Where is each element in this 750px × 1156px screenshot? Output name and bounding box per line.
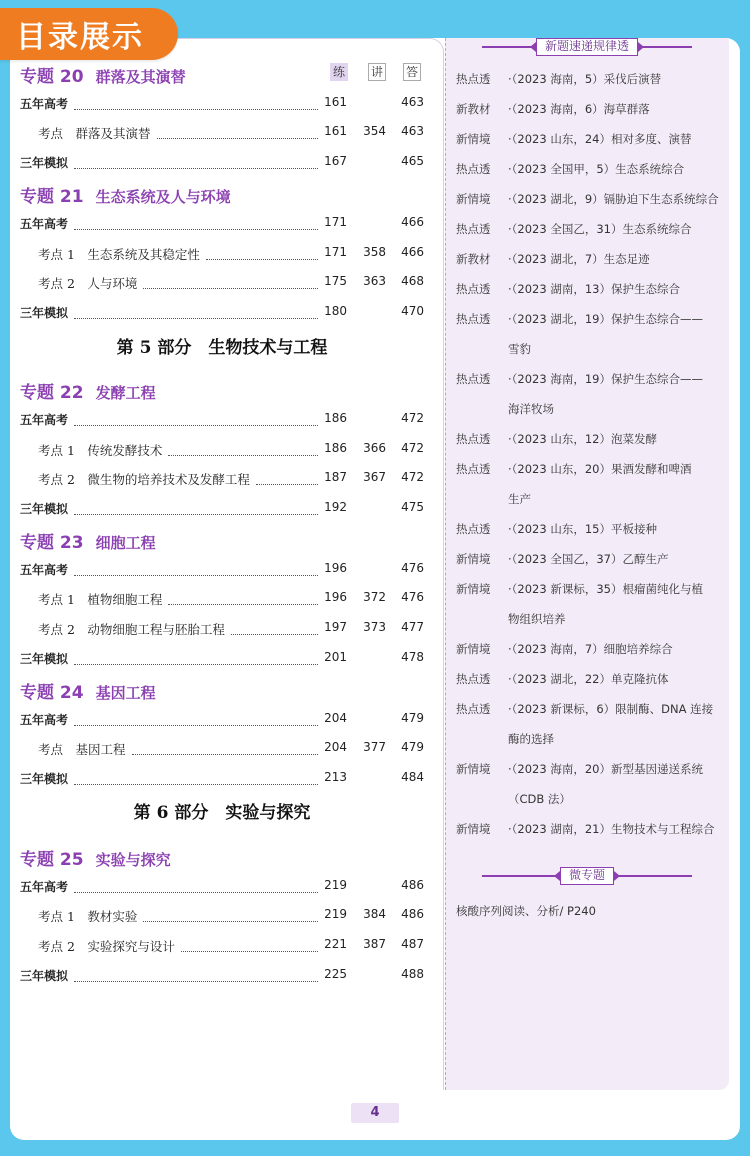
question-source: ·（2023 海南，5）采伐后演替 xyxy=(508,72,662,86)
question-source: ·（2023 海南，19）保护生态综合—— xyxy=(508,372,703,386)
topic-title: 发酵工程 xyxy=(95,384,156,402)
page-ref-p1: 197 xyxy=(324,620,347,634)
question-item[interactable] xyxy=(456,64,720,94)
toc-row-section[interactable] xyxy=(0,500,444,518)
question-source: ·（2023 海南，20）新型基因递送系统 xyxy=(508,762,703,776)
question-item[interactable] xyxy=(456,544,720,574)
question-source: ·（2023 海南，7）细胞培养综合 xyxy=(508,642,673,656)
toc-row-key-point[interactable] xyxy=(0,245,444,263)
leader-dots xyxy=(74,95,318,110)
leader-dots xyxy=(181,937,318,952)
page-ref-p2: 366 xyxy=(363,441,386,455)
question-kind: 新情境 xyxy=(456,642,491,656)
page-ref-p3: 470 xyxy=(401,304,424,318)
question-item[interactable] xyxy=(456,154,720,184)
question-item[interactable] xyxy=(456,634,720,664)
leader-dots xyxy=(74,154,318,169)
page-ref-p1: 167 xyxy=(324,154,347,168)
page-ref-p1: 196 xyxy=(324,590,347,604)
toc-row-label: 三年模拟 xyxy=(20,969,69,983)
leader-dots xyxy=(74,561,318,576)
page-ref-p3: 463 xyxy=(401,124,424,138)
page-ref-p2: 354 xyxy=(363,124,386,138)
question-kind: 新教材 xyxy=(456,252,491,266)
page-ref-p1: 204 xyxy=(324,711,347,725)
question-source: ·（2023 湖北，7）生态足迹 xyxy=(508,252,650,266)
leader-dots xyxy=(143,274,318,289)
question-source-cont: 物组织培养 xyxy=(508,612,566,626)
toc-row-label: 三年模拟 xyxy=(20,306,69,320)
question-source: ·（2023 新课标，6）限制酶、DNA 连接 xyxy=(508,702,714,716)
page-ref-p1: 219 xyxy=(324,907,347,921)
page-ref-p1: 221 xyxy=(324,937,347,951)
toc-row-section[interactable] xyxy=(0,411,444,429)
leader-dots xyxy=(74,304,318,319)
toc-row-section[interactable] xyxy=(0,770,444,788)
question-kind: 新情境 xyxy=(456,192,491,206)
question-item[interactable] xyxy=(456,364,720,424)
leader-dots xyxy=(168,590,318,605)
page-ref-p3: 468 xyxy=(401,274,424,288)
leader-dots xyxy=(74,650,318,665)
topic-heading[interactable] xyxy=(20,62,186,87)
section-tag: 微专题 xyxy=(560,867,614,885)
col-head-answer: 答 xyxy=(403,63,421,81)
catalog-banner: 目录展示 xyxy=(0,8,178,60)
leader-dots xyxy=(157,124,318,139)
page-number: 4 xyxy=(351,1103,399,1123)
leader-dots xyxy=(74,967,318,982)
toc-row-key-point[interactable] xyxy=(0,274,444,292)
topic-title: 实验与探究 xyxy=(95,851,171,869)
toc-row-label: 考点 1 植物细胞工程 xyxy=(38,592,163,607)
page-ref-p1: 161 xyxy=(324,95,347,109)
question-source: ·（2023 新课标，35）根瘤菌纯化与植 xyxy=(508,582,703,596)
question-item[interactable] xyxy=(456,814,720,844)
leader-dots xyxy=(231,620,318,635)
toc-row-section[interactable] xyxy=(0,711,444,729)
question-item[interactable] xyxy=(456,214,720,244)
question-source: ·（2023 全国乙，37）乙醇生产 xyxy=(508,552,669,566)
leader-dots xyxy=(168,441,318,456)
question-kind: 新情境 xyxy=(456,552,491,566)
new-questions-heading xyxy=(458,38,716,54)
topic-heading[interactable] xyxy=(20,378,156,403)
topic-number: 专题 25 xyxy=(20,850,84,870)
toc-row-key-point[interactable] xyxy=(0,740,444,758)
page-ref-p3: 479 xyxy=(401,711,424,725)
toc-row-label: 五年高考 xyxy=(20,713,69,727)
page-ref-p3: 484 xyxy=(401,770,424,784)
leader-dots xyxy=(256,470,318,485)
page-ref-p2: 372 xyxy=(363,590,386,604)
page-ref-p2: 384 xyxy=(363,907,386,921)
question-kind: 新情境 xyxy=(456,762,491,776)
topic-number: 专题 23 xyxy=(20,533,84,553)
toc-row-key-point[interactable] xyxy=(0,937,444,955)
page-ref-p2: 358 xyxy=(363,245,386,259)
leader-dots xyxy=(206,245,318,260)
page-ref-p3: 477 xyxy=(401,620,424,634)
topic-title: 细胞工程 xyxy=(95,534,156,552)
toc-row-key-point[interactable] xyxy=(0,590,444,608)
question-source-cont: 生产 xyxy=(508,492,531,506)
page-ref-p3: 472 xyxy=(401,411,424,425)
toc-row-section[interactable] xyxy=(0,304,444,322)
page-ref-p1: 161 xyxy=(324,124,347,138)
col-head-practice: 练 xyxy=(330,63,348,81)
toc-row-label: 考点 1 生态系统及其稳定性 xyxy=(38,247,200,262)
page-ref-p3: 472 xyxy=(401,441,424,455)
topic-heading[interactable] xyxy=(20,182,231,207)
question-source-cont: 雪豹 xyxy=(508,342,531,356)
toc-row-key-point[interactable] xyxy=(0,620,444,638)
toc-row-section[interactable] xyxy=(0,878,444,896)
toc-row-section[interactable] xyxy=(0,967,444,985)
question-kind: 新情境 xyxy=(456,132,491,146)
page-ref-p3: 486 xyxy=(401,878,424,892)
question-kind: 热点透 xyxy=(456,372,491,386)
leader-dots xyxy=(74,878,318,893)
page-ref-p1: 180 xyxy=(324,304,347,318)
question-source: ·（2023 全国甲，5）生态系统综合 xyxy=(508,162,685,176)
page-ref-p3: 465 xyxy=(401,154,424,168)
question-item[interactable] xyxy=(456,244,720,274)
toc-row-label: 考点 群落及其演替 xyxy=(38,126,151,141)
toc-row-section[interactable] xyxy=(0,561,444,579)
toc-row-section[interactable] xyxy=(0,215,444,233)
question-item[interactable] xyxy=(456,664,720,694)
question-item[interactable] xyxy=(456,754,720,814)
topic-number: 专题 20 xyxy=(20,67,84,87)
part-heading: 第 6 部分 实验与探究 xyxy=(133,803,311,823)
question-item[interactable] xyxy=(456,94,720,124)
question-item[interactable] xyxy=(456,304,720,364)
toc-row-key-point[interactable] xyxy=(0,470,444,488)
question-source-cont: 酶的选择 xyxy=(508,732,554,746)
question-kind: 热点透 xyxy=(456,312,491,326)
toc-row-section[interactable] xyxy=(0,154,444,172)
topic-number: 专题 21 xyxy=(20,187,84,207)
topic-number: 专题 22 xyxy=(20,383,84,403)
page-ref-p3: 475 xyxy=(401,500,424,514)
page-ref-p3: 466 xyxy=(401,245,424,259)
question-kind: 新情境 xyxy=(456,822,491,836)
topic-number: 专题 24 xyxy=(20,683,84,703)
page-ref-p2: 367 xyxy=(363,470,386,484)
toc-row-label: 考点 1 传统发酵技术 xyxy=(38,443,163,458)
page-ref-p2: 377 xyxy=(363,740,386,754)
question-kind: 热点透 xyxy=(456,72,491,86)
question-item[interactable] xyxy=(456,274,720,304)
question-source: ·（2023 湖北，22）单克隆抗体 xyxy=(508,672,669,686)
toc-row-label: 考点 1 教材实验 xyxy=(38,909,138,924)
toc-row-label: 考点 2 实验探究与设计 xyxy=(38,939,175,954)
page-ref-p1: 225 xyxy=(324,967,347,981)
question-item[interactable] xyxy=(456,454,720,514)
page-ref-p1: 175 xyxy=(324,274,347,288)
question-kind: 热点透 xyxy=(456,162,491,176)
question-source: ·（2023 山东，15）平板接种 xyxy=(508,522,657,536)
toc-row-label: 五年高考 xyxy=(20,217,69,231)
page-ref-p1: 192 xyxy=(324,500,347,514)
page-ref-p1: 213 xyxy=(324,770,347,784)
question-kind: 新教材 xyxy=(456,102,491,116)
question-source: ·（2023 湖南，21）生物技术与工程综合 xyxy=(508,822,715,836)
question-source: ·（2023 山东，24）相对多度、演替 xyxy=(508,132,692,146)
toc-row-label: 考点 2 微生物的培养技术及发酵工程 xyxy=(38,472,250,487)
question-kind: 热点透 xyxy=(456,222,491,236)
leader-dots xyxy=(143,907,318,922)
question-source: ·（2023 湖北，9）镉胁迫下生态系统综合 xyxy=(508,192,719,206)
question-source: ·（2023 山东，20）果酒发酵和啤酒 xyxy=(508,462,692,476)
page-ref-p2: 373 xyxy=(363,620,386,634)
toc-row-label: 三年模拟 xyxy=(20,772,69,786)
question-source: ·（2023 湖北，19）保护生态综合—— xyxy=(508,312,703,326)
question-item[interactable] xyxy=(456,694,720,754)
question-source: ·（2023 海南，6）海草群落 xyxy=(508,102,650,116)
part-heading: 第 5 部分 生物技术与工程 xyxy=(116,338,328,358)
page-ref-p1: 201 xyxy=(324,650,347,664)
page-ref-p1: 219 xyxy=(324,878,347,892)
toc-row-label: 考点 2 动物细胞工程与胚胎工程 xyxy=(38,622,225,637)
page-ref-p1: 196 xyxy=(324,561,347,575)
toc-row-key-point[interactable] xyxy=(0,907,444,925)
leader-dots xyxy=(74,411,318,426)
question-kind: 热点透 xyxy=(456,282,491,296)
page-ref-p3: 472 xyxy=(401,470,424,484)
page-ref-p1: 186 xyxy=(324,441,347,455)
leader-dots xyxy=(74,500,318,515)
page-ref-p3: 478 xyxy=(401,650,424,664)
question-item[interactable] xyxy=(456,514,720,544)
page-ref-p1: 186 xyxy=(324,411,347,425)
toc-row-label: 三年模拟 xyxy=(20,502,69,516)
question-source-cont: 海洋牧场 xyxy=(508,402,554,416)
question-item[interactable] xyxy=(456,184,720,214)
micro-topic-text[interactable]: 核酸序列阅读、分析/ P240 xyxy=(456,904,596,918)
toc-row-label: 五年高考 xyxy=(20,880,69,894)
topic-title: 生态系统及人与环境 xyxy=(95,188,231,206)
question-source: ·（2023 湖南，13）保护生态综合 xyxy=(508,282,680,296)
page-ref-p2: 363 xyxy=(363,274,386,288)
question-kind: 热点透 xyxy=(456,702,491,716)
page-ref-p3: 479 xyxy=(401,740,424,754)
question-kind: 热点透 xyxy=(456,432,491,446)
question-source: ·（2023 全国乙，31）生态系统综合 xyxy=(508,222,692,236)
toc-row-section[interactable] xyxy=(0,650,444,668)
leader-dots xyxy=(74,770,318,785)
topic-title: 基因工程 xyxy=(95,684,156,702)
page-ref-p1: 171 xyxy=(324,245,347,259)
toc-row-label: 三年模拟 xyxy=(20,156,69,170)
toc-row-key-point[interactable] xyxy=(0,124,444,142)
page-ref-p3: 476 xyxy=(401,561,424,575)
page-ref-p3: 476 xyxy=(401,590,424,604)
question-item[interactable] xyxy=(456,424,720,454)
section-tag: 新题速递规律透 xyxy=(536,38,638,56)
question-source: ·（2023 山东，12）泡菜发酵 xyxy=(508,432,657,446)
question-kind: 热点透 xyxy=(456,672,491,686)
page-ref-p3: 486 xyxy=(401,907,424,921)
toc-row-label: 考点 基因工程 xyxy=(38,742,126,757)
topic-title: 群落及其演替 xyxy=(95,68,186,86)
leader-dots xyxy=(74,711,318,726)
topic-heading[interactable] xyxy=(20,678,156,703)
topic-heading[interactable] xyxy=(20,528,156,553)
question-kind: 热点透 xyxy=(456,522,491,536)
page-ref-p3: 487 xyxy=(401,937,424,951)
topic-heading[interactable] xyxy=(20,845,171,870)
toc-row-label: 五年高考 xyxy=(20,97,69,111)
toc-row-label: 五年高考 xyxy=(20,563,69,577)
question-item[interactable] xyxy=(456,574,720,634)
page-ref-p3: 463 xyxy=(401,95,424,109)
toc-row-section[interactable] xyxy=(0,95,444,113)
toc-row-label: 五年高考 xyxy=(20,413,69,427)
page-ref-p2: 387 xyxy=(363,937,386,951)
toc-row-key-point[interactable] xyxy=(0,441,444,459)
page-ref-p1: 171 xyxy=(324,215,347,229)
question-item[interactable] xyxy=(456,124,720,154)
leader-dots xyxy=(132,740,318,755)
page-ref-p1: 187 xyxy=(324,470,347,484)
question-kind: 热点透 xyxy=(456,462,491,476)
question-kind: 新情境 xyxy=(456,582,491,596)
page-ref-p3: 466 xyxy=(401,215,424,229)
toc-row-label: 三年模拟 xyxy=(20,652,69,666)
page-ref-p3: 488 xyxy=(401,967,424,981)
toc-row-label: 考点 2 人与环境 xyxy=(38,276,138,291)
col-head-lecture: 讲 xyxy=(368,63,386,81)
question-source-cont: （CDB 法） xyxy=(508,792,571,806)
micro-topic-heading xyxy=(458,867,716,883)
leader-dots xyxy=(74,215,318,230)
page-ref-p1: 204 xyxy=(324,740,347,754)
